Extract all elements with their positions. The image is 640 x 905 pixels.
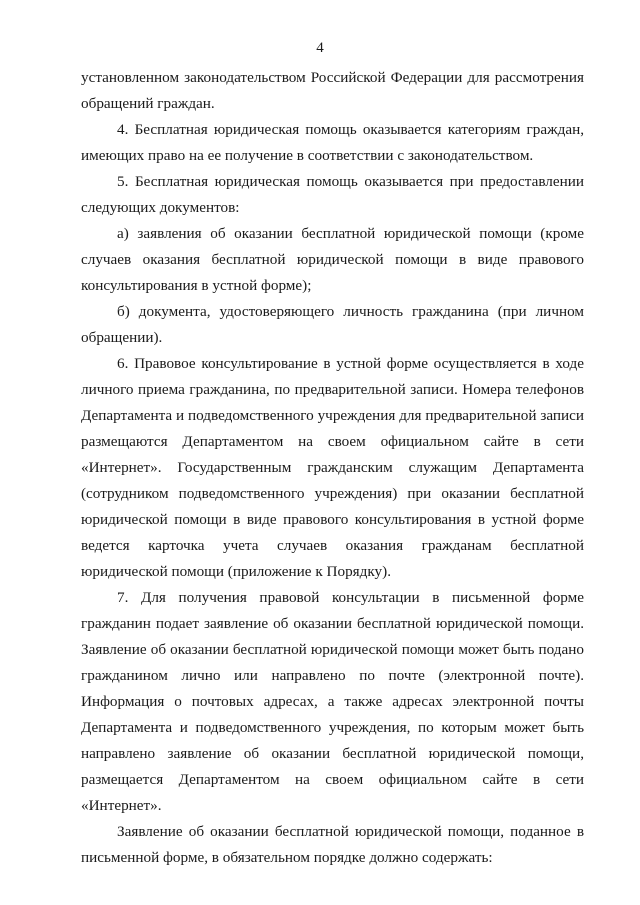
paragraph-continuation: установленном законодательством Российской Федерации для рассмотрения обращений граждан. [81, 69, 584, 112]
paragraph-subitem-a: а) заявления об оказании бесплатной юридической помощи (кроме случаев оказания бесплатной юридической помощи в виде правового консультирования в устной форме); [81, 225, 584, 294]
paragraph-application-contents: Заявление об оказании бесплатной юридической помощи, поданное в письменной форме, в обязательном порядке должно содержать: [81, 823, 584, 866]
paragraph-item-6: 6. Правовое консультирование в устной форме осуществляется в ходе личного приема гражданина, по предварительной записи. Номера телефонов Департамента и подведомственного учреждения для предварительной записи размещаются Департаментом на своем официальном сайте в сети «Интернет». Государственным гражданским служащим Департамента (сотрудником подведомственного учреждения) при оказании бесплатной юридической помощи в виде правового консультирования в устной форме ведется карточка учета случаев оказания гражданам бесплатной юридической помощи (приложение к Порядку). [81, 355, 584, 580]
page-number: 4 [316, 40, 324, 56]
document-body [81, 65, 584, 871]
paragraph-subitem-b: б) документа, удостоверяющего личность гражданина (при личном обращении). [81, 303, 584, 346]
paragraph-item-4: 4. Бесплатная юридическая помощь оказывается категориям граждан, имеющих право на ее получение в соответствии с законодательством. [81, 121, 584, 164]
paragraph-item-5: 5. Бесплатная юридическая помощь оказывается при предоставлении следующих документов: [81, 173, 584, 216]
paragraph-item-7: 7. Для получения правовой консультации в письменной форме гражданин подает заявление об оказании бесплатной юридической помощи. Заявление об оказании бесплатной юридической помощи может быть подано гражданином лично или направлено по почте (электронной почте). Информация о почтовых адресах, а также адресах электронной почты Департамента и подведомственного учреждения, по которым может быть направлено заявление об оказании бесплатной юридической помощи, размещается Департаментом на своем официальном сайте в сети «Интернет». [81, 589, 584, 814]
